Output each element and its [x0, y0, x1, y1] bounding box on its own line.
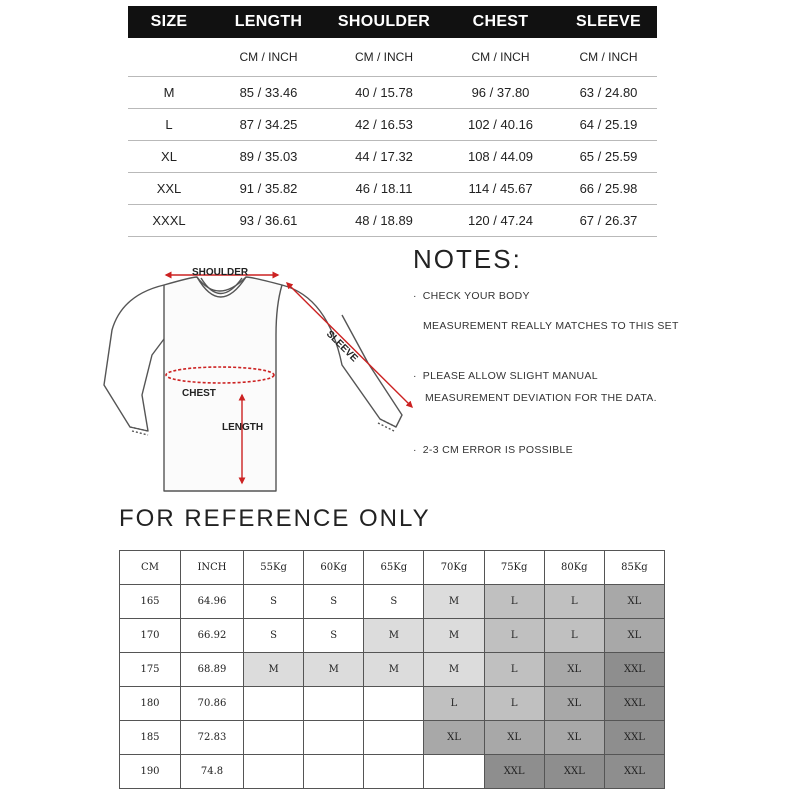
measurement-cell: 114 / 45.67	[441, 173, 560, 205]
note-line	[423, 320, 679, 332]
size-chart-row	[128, 205, 657, 237]
note-text: PLEASE ALLOW SLIGHT MANUAL	[422, 370, 598, 382]
recommended-size-cell: M	[304, 653, 364, 687]
note-bullet: ·	[413, 370, 417, 382]
header-shoulder: SHOULDER	[327, 6, 441, 38]
recommended-size-cell: S	[244, 585, 304, 619]
recommended-size-cell: M	[424, 585, 484, 619]
measurement-cell: 42 / 16.53	[327, 109, 441, 141]
ref-header-cm: CM	[120, 551, 181, 585]
recommended-size-cell	[364, 721, 424, 755]
ref-header-70kg: 70Kg	[424, 551, 484, 585]
reference-row	[120, 619, 665, 653]
height-cm-cell: 170	[120, 619, 181, 653]
ref-header-65kg: 65Kg	[364, 551, 424, 585]
header-sleeve: SLEEVE	[560, 6, 657, 38]
recommended-size-cell	[304, 687, 364, 721]
height-cm-cell: 190	[120, 755, 181, 789]
recommended-size-cell: S	[364, 585, 424, 619]
reference-row	[120, 585, 665, 619]
measurement-cell: 102 / 40.16	[441, 109, 560, 141]
size-chart-row	[128, 141, 657, 173]
height-inch-cell: 74.8	[181, 755, 244, 789]
recommended-size-cell: M	[244, 653, 304, 687]
measurement-cell: 65 / 25.59	[560, 141, 657, 173]
header-length: LENGTH	[210, 6, 327, 38]
recommended-size-cell: L	[424, 687, 484, 721]
measurement-cell: 46 / 18.11	[327, 173, 441, 205]
ref-header-80kg: 80Kg	[544, 551, 604, 585]
note-text: 2-3 CM ERROR IS POSSIBLE	[422, 444, 573, 456]
height-inch-cell: 66.92	[181, 619, 244, 653]
note-text: MEASUREMENT REALLY MATCHES TO THIS SET	[423, 320, 679, 332]
recommended-size-cell: L	[544, 619, 604, 653]
label-sleeve: SLEEVE	[323, 328, 360, 365]
height-cm-cell: 165	[120, 585, 181, 619]
height-cm-cell: 180	[120, 687, 181, 721]
measurement-cell: 63 / 24.80	[560, 77, 657, 109]
height-cm-cell: 175	[120, 653, 181, 687]
measurement-cell: 44 / 17.32	[327, 141, 441, 173]
height-inch-cell: 70.86	[181, 687, 244, 721]
recommended-size-cell: S	[304, 619, 364, 653]
recommended-size-cell: L	[484, 653, 544, 687]
unit-cell	[128, 38, 210, 77]
recommended-size-cell	[304, 755, 364, 789]
notes-title: NOTES:	[413, 244, 522, 274]
measurement-cell: 85 / 33.46	[210, 77, 327, 109]
size-label-cell: M	[128, 77, 210, 109]
recommended-size-cell: L	[484, 687, 544, 721]
recommended-size-cell	[424, 755, 484, 789]
size-chart-row	[128, 173, 657, 205]
measurement-cell: 91 / 35.82	[210, 173, 327, 205]
recommended-size-cell: XXL	[604, 755, 664, 789]
recommended-size-cell: XL	[544, 653, 604, 687]
recommended-size-cell: XL	[604, 619, 664, 653]
measurement-cell: 96 / 37.80	[441, 77, 560, 109]
label-chest: CHEST	[182, 388, 216, 399]
reference-row	[120, 687, 665, 721]
height-inch-cell: 64.96	[181, 585, 244, 619]
note-line	[425, 392, 657, 404]
recommended-size-cell: L	[544, 585, 604, 619]
measurement-cell: 89 / 35.03	[210, 141, 327, 173]
height-inch-cell: 68.89	[181, 653, 244, 687]
recommended-size-cell: XXL	[544, 755, 604, 789]
reference-row	[120, 653, 665, 687]
recommended-size-cell: XXL	[604, 687, 664, 721]
measurement-cell: 67 / 26.37	[560, 205, 657, 237]
recommended-size-cell: XL	[544, 721, 604, 755]
recommended-size-cell: M	[424, 653, 484, 687]
recommended-size-cell	[244, 687, 304, 721]
measurement-cell: 93 / 36.61	[210, 205, 327, 237]
reference-title: FOR REFERENCE ONLY	[119, 505, 431, 532]
recommended-size-cell: XXL	[604, 653, 664, 687]
unit-cell: CM / INCH	[210, 38, 327, 77]
recommended-size-cell	[364, 687, 424, 721]
measurement-cell: 120 / 47.24	[441, 205, 560, 237]
note-text: MEASUREMENT DEVIATION FOR THE DATA.	[425, 392, 657, 404]
header-chest: CHEST	[441, 6, 560, 38]
reference-header-row	[120, 551, 665, 585]
recommended-size-cell: XL	[604, 585, 664, 619]
reference-table	[119, 550, 665, 789]
recommended-size-cell	[364, 755, 424, 789]
measurement-cell: 48 / 18.89	[327, 205, 441, 237]
recommended-size-cell	[304, 721, 364, 755]
ref-header-55kg: 55Kg	[244, 551, 304, 585]
size-label-cell: XXXL	[128, 205, 210, 237]
note-line	[413, 444, 573, 456]
measurement-cell: 64 / 25.19	[560, 109, 657, 141]
size-label-cell: L	[128, 109, 210, 141]
note-line	[413, 290, 530, 302]
size-chart-units-row	[128, 38, 657, 77]
note-line	[413, 370, 598, 382]
measurement-cell: 108 / 44.09	[441, 141, 560, 173]
recommended-size-cell: XXL	[484, 755, 544, 789]
size-chart-row	[128, 109, 657, 141]
height-cm-cell: 185	[120, 721, 181, 755]
unit-cell: CM / INCH	[560, 38, 657, 77]
recommended-size-cell	[244, 721, 304, 755]
recommended-size-cell: XL	[484, 721, 544, 755]
reference-row	[120, 721, 665, 755]
recommended-size-cell: M	[364, 653, 424, 687]
shirt-measurement-diagram	[92, 255, 422, 495]
recommended-size-cell: XL	[424, 721, 484, 755]
size-chart-table	[128, 6, 657, 237]
shirt-outline-icon	[92, 255, 422, 495]
label-length: LENGTH	[222, 422, 264, 433]
ref-header-60kg: 60Kg	[304, 551, 364, 585]
recommended-size-cell: S	[244, 619, 304, 653]
ref-header-85kg: 85Kg	[604, 551, 664, 585]
reference-row	[120, 755, 665, 789]
height-inch-cell: 72.83	[181, 721, 244, 755]
recommended-size-cell: L	[484, 619, 544, 653]
recommended-size-cell: S	[304, 585, 364, 619]
size-label-cell: XL	[128, 141, 210, 173]
header-size: SIZE	[128, 6, 210, 38]
measurement-cell: 40 / 15.78	[327, 77, 441, 109]
unit-cell: CM / INCH	[441, 38, 560, 77]
unit-cell: CM / INCH	[327, 38, 441, 77]
recommended-size-cell: XXL	[604, 721, 664, 755]
recommended-size-cell	[244, 755, 304, 789]
size-chart-header-row	[128, 6, 657, 38]
size-chart-row	[128, 77, 657, 109]
recommended-size-cell: XL	[544, 687, 604, 721]
measurement-cell: 87 / 34.25	[210, 109, 327, 141]
size-label-cell: XXL	[128, 173, 210, 205]
note-bullet: ·	[413, 290, 417, 302]
ref-header-inch: INCH	[181, 551, 244, 585]
recommended-size-cell: L	[484, 585, 544, 619]
ref-header-75kg: 75Kg	[484, 551, 544, 585]
note-bullet: ·	[413, 444, 417, 456]
recommended-size-cell: M	[424, 619, 484, 653]
label-shoulder: SHOULDER	[192, 267, 249, 278]
note-text: CHECK YOUR BODY	[422, 290, 530, 302]
recommended-size-cell: M	[364, 619, 424, 653]
measurement-cell: 66 / 25.98	[560, 173, 657, 205]
